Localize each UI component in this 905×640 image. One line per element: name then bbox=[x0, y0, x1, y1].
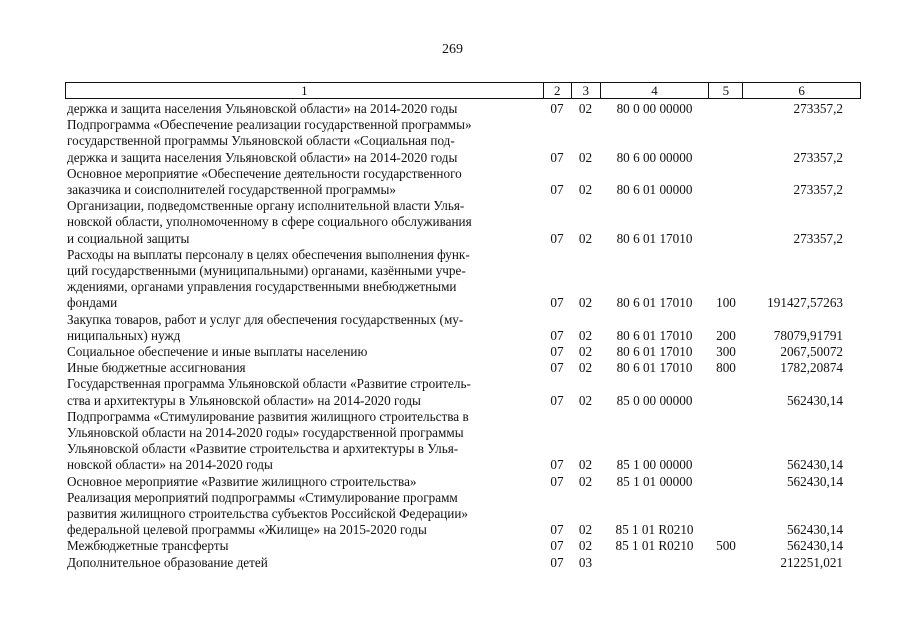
row-description-line: новской области, уполномоченному в сфере социального обслуживания bbox=[67, 214, 472, 230]
table-row bbox=[65, 247, 861, 312]
header-col-2: 2 bbox=[543, 83, 571, 98]
row-description bbox=[65, 474, 543, 490]
row-section: 07 bbox=[550, 554, 564, 570]
row-description-line: ства и архитектуры в Ульяновской области» на 2014-2020 годы bbox=[67, 392, 421, 408]
row-section: 07 bbox=[550, 295, 564, 311]
table-header-row bbox=[65, 82, 861, 99]
row-expense-type: 200 bbox=[716, 327, 736, 343]
row-amount: 562430,14 bbox=[786, 522, 843, 538]
table-row bbox=[65, 117, 861, 166]
row-section: 07 bbox=[550, 344, 564, 360]
table-row bbox=[65, 490, 861, 539]
row-target-code: 80 6 01 17010 bbox=[616, 360, 693, 376]
row-description-line: развития жилищного строительства субъектов Российской Федерации» bbox=[67, 506, 469, 522]
row-description-line: держка и защита населения Ульяновской области» на 2014-2020 годы bbox=[67, 101, 458, 116]
row-description-line: государственной программы Ульяновской области «Социальная под- bbox=[67, 133, 455, 149]
row-section: 07 bbox=[550, 230, 564, 246]
row-description bbox=[65, 409, 543, 474]
row-description-line: Подпрограмма «Обеспечение реализации государственной программы» bbox=[67, 117, 472, 133]
row-amount: 562430,14 bbox=[786, 392, 843, 408]
table-row bbox=[65, 360, 861, 376]
header-col-5: 5 bbox=[708, 83, 742, 98]
row-description-line: Ульяновской области на 2014-2020 годы» государственной программы bbox=[67, 425, 464, 441]
row-description bbox=[65, 555, 543, 571]
row-target-code: 80 6 01 00000 bbox=[616, 182, 693, 198]
row-description bbox=[65, 101, 543, 117]
row-amount: 2067,50072 bbox=[780, 344, 843, 360]
row-subsection: 02 bbox=[578, 295, 593, 311]
row-description-line: новской области» на 2014-2020 годы bbox=[67, 457, 273, 473]
row-description-line: Ульяновской области «Развитие строительства и архитектуры в Улья- bbox=[67, 441, 459, 457]
row-description bbox=[65, 312, 543, 344]
row-description-line: Государственная программа Ульяновской области «Развитие строитель- bbox=[67, 376, 471, 392]
row-section: 07 bbox=[550, 473, 564, 489]
table-row bbox=[65, 538, 861, 554]
row-description bbox=[65, 490, 543, 539]
header-col-6: 6 bbox=[742, 83, 860, 98]
row-description-line: ций государственными (муниципальными) органами, казёнными учре- bbox=[67, 263, 466, 279]
row-amount: 562430,14 bbox=[786, 457, 843, 473]
row-description bbox=[65, 376, 543, 408]
table-row bbox=[65, 101, 861, 117]
row-target-code: 85 1 01 R0210 bbox=[615, 538, 694, 554]
row-description-line: заказчика и соисполнителей государственной программы» bbox=[67, 182, 396, 198]
table-row bbox=[65, 376, 861, 408]
row-target-code: 85 1 00 00000 bbox=[616, 457, 693, 473]
row-amount: 191427,57263 bbox=[767, 295, 843, 311]
row-amount: 562430,14 bbox=[786, 538, 843, 554]
row-target-code: 80 6 01 17010 bbox=[616, 230, 693, 246]
row-description-line: фондами bbox=[67, 295, 118, 311]
table-row bbox=[65, 344, 861, 360]
row-description-line: Реализация мероприятий подпрограммы «Стимулирование программ bbox=[67, 489, 458, 505]
row-description bbox=[65, 117, 543, 166]
row-section: 07 bbox=[550, 182, 564, 198]
row-expense-type: 300 bbox=[716, 344, 736, 360]
row-subsection: 02 bbox=[578, 327, 593, 343]
row-section: 07 bbox=[550, 101, 564, 116]
row-subsection: 03 bbox=[578, 554, 593, 570]
row-subsection: 02 bbox=[578, 457, 593, 473]
row-description-line: Дополнительное образование детей bbox=[67, 554, 268, 570]
row-target-code: 80 6 01 17010 bbox=[616, 295, 693, 311]
row-amount: 562430,14 bbox=[786, 473, 843, 489]
row-amount: 78079,91791 bbox=[773, 327, 843, 343]
row-subsection: 02 bbox=[578, 182, 593, 198]
row-subsection: 02 bbox=[578, 392, 593, 408]
table-row bbox=[65, 409, 861, 474]
row-description-line: Расходы на выплаты персоналу в целях обеспечения выполнения функ- bbox=[67, 246, 470, 262]
row-target-code: 80 6 00 00000 bbox=[616, 149, 693, 165]
row-amount: 1782,20874 bbox=[780, 360, 843, 376]
row-description-line: Подпрограмма «Стимулирование развития жилищного строительства в bbox=[67, 408, 469, 424]
header-col-4: 4 bbox=[600, 83, 709, 98]
row-description-line: федеральной целевой программы «Жилище» на 2015-2020 годы bbox=[67, 522, 427, 538]
row-description-line: Организации, подведомственные органу исполнительной власти Улья- bbox=[67, 198, 465, 214]
row-section: 07 bbox=[550, 327, 564, 343]
row-section: 07 bbox=[550, 457, 564, 473]
row-description-line: Закупка товаров, работ и услуг для обеспечения государственных (му- bbox=[67, 311, 464, 327]
row-description-line: Иные бюджетные ассигнования bbox=[67, 360, 246, 376]
page-number: 269 bbox=[442, 42, 463, 57]
row-expense-type: 800 bbox=[716, 360, 736, 376]
row-amount: 273357,2 bbox=[793, 182, 843, 198]
header-col-1: 1 bbox=[301, 83, 308, 98]
table-row bbox=[65, 166, 861, 198]
header-col-3: 3 bbox=[571, 83, 600, 98]
row-description-line: Межбюджетные трансферты bbox=[67, 538, 229, 554]
table-row bbox=[65, 198, 861, 247]
row-section: 07 bbox=[550, 360, 564, 376]
row-description-line: держка и защита населения Ульяновской области» на 2014-2020 годы bbox=[67, 149, 458, 165]
row-description bbox=[65, 360, 543, 376]
row-target-code: 85 1 01 R0210 bbox=[615, 522, 694, 538]
row-target-code: 85 0 00 00000 bbox=[616, 392, 693, 408]
row-description bbox=[65, 344, 543, 360]
row-section: 07 bbox=[550, 538, 564, 554]
row-description-line: Основное мероприятие «Обеспечение деятельности государственного bbox=[67, 165, 462, 181]
row-description bbox=[65, 247, 543, 312]
row-subsection: 02 bbox=[578, 522, 593, 538]
row-subsection: 02 bbox=[578, 101, 593, 116]
row-description-line: ниципальных) нужд bbox=[67, 327, 181, 343]
row-description-line: ждениями, органами управления государственными внебюджетными bbox=[67, 279, 457, 295]
row-description-line: Социальное обеспечение и иные выплаты населению bbox=[67, 344, 368, 360]
row-description bbox=[65, 166, 543, 198]
row-section: 07 bbox=[550, 149, 564, 165]
row-target-code: 80 6 01 17010 bbox=[616, 327, 693, 343]
row-subsection: 02 bbox=[578, 538, 593, 554]
row-target-code: 85 1 01 00000 bbox=[616, 473, 693, 489]
table-row bbox=[65, 312, 861, 344]
row-section: 07 bbox=[550, 522, 564, 538]
row-subsection: 02 bbox=[578, 149, 593, 165]
row-amount: 273357,2 bbox=[793, 101, 843, 116]
row-target-code: 80 6 01 17010 bbox=[616, 344, 693, 360]
row-expense-type: 100 bbox=[716, 295, 736, 311]
table-row bbox=[65, 555, 861, 571]
row-description-line: Основное мероприятие «Развитие жилищного строительства» bbox=[67, 473, 417, 489]
table-row bbox=[65, 474, 861, 490]
row-subsection: 02 bbox=[578, 344, 593, 360]
row-subsection: 02 bbox=[578, 473, 593, 489]
row-target-code: 80 0 00 00000 bbox=[616, 101, 693, 116]
row-section: 07 bbox=[550, 392, 564, 408]
row-description bbox=[65, 198, 543, 247]
row-amount: 212251,021 bbox=[780, 554, 843, 570]
row-description bbox=[65, 538, 543, 554]
row-description-line: и социальной защиты bbox=[67, 230, 190, 246]
row-expense-type: 500 bbox=[716, 538, 736, 554]
row-subsection: 02 bbox=[578, 230, 593, 246]
budget-table-body bbox=[65, 101, 861, 571]
row-amount: 273357,2 bbox=[793, 149, 843, 165]
row-amount: 273357,2 bbox=[793, 230, 843, 246]
row-subsection: 02 bbox=[578, 360, 593, 376]
